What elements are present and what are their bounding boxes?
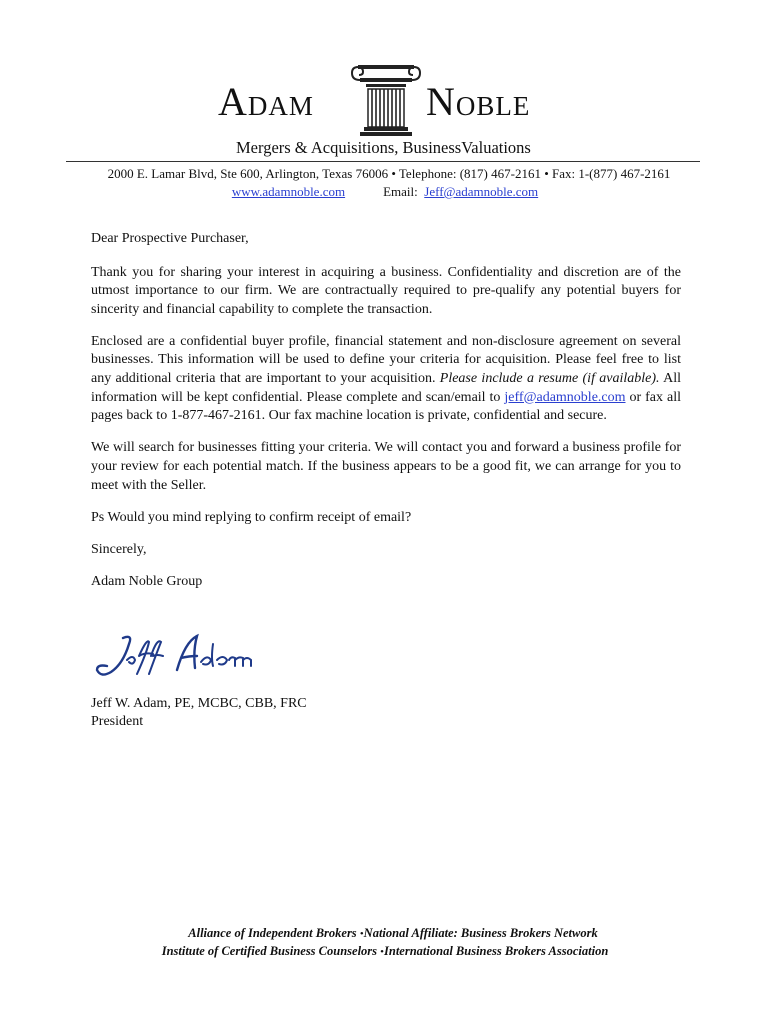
handwritten-signature <box>93 630 253 682</box>
bullet-icon: • <box>380 946 385 958</box>
closing: Sincerely, <box>91 541 147 557</box>
signer-block <box>91 695 307 731</box>
paragraph-intro: Thank you for sharing your interest in acquiring a business. Confidentiality and discretion are of the utmost importance to our firm. We are contractually required to pre-qualify any potential buyers for sincerity and financial capability to complete the transaction. <box>91 264 681 317</box>
company-name: Adam Noble Group <box>91 573 203 589</box>
salutation: Dear Prospective Purchaser, <box>91 231 249 246</box>
paragraph-enclosed: Enclosed are a confidential buyer profile, financial statement and non-disclosure agreement on several businesses. This information will be used to define your criteria for acquisition. Please feel free to list any additional criteria that are important to your acquisition. Please include a resume (if available). All information will be kept confidential. Please complete and scan/email to jeff@adamnoble.com or fax all pages back to 1-877-467-2161. Our fax machine location is private, confidential and secure. <box>91 333 682 424</box>
company-tagline: Mergers & Acquisitions, BusinessValuations <box>236 138 531 157</box>
contact-line <box>0 184 770 200</box>
signer-title: President <box>91 714 144 729</box>
header-divider <box>66 161 700 162</box>
email-link[interactable]: Jeff@adamnoble.com <box>424 184 539 199</box>
body-email-link[interactable]: jeff@adamnoble.com <box>504 389 626 405</box>
address-line: 2000 E. Lamar Blvd, Ste 600, Arlington, Texas 76006 • Telephone: (817) 467-2161 • Fax: 1-(877) 467-2161 <box>107 166 671 181</box>
bullet-icon: • <box>359 928 364 940</box>
paragraph-search: We will search for businesses fitting your criteria. We will contact you and forward a business profile for your review for each potential match. If the business appears to be a good fit, we can arrange for you to meet with the Seller. <box>91 440 681 493</box>
resume-request: Please include a resume (if available). <box>439 371 660 387</box>
postscript: Ps Would you mind replying to confirm receipt of email? <box>91 509 412 525</box>
logo-word-noble: NOBLE <box>426 79 531 124</box>
footer-affiliations-1: Alliance of Independent Brokers •National Affiliate: Business Brokers Network <box>188 926 598 940</box>
email-label: Email: <box>383 184 418 199</box>
footer-affiliations-2: Institute of Certified Business Counselors •International Business Brokers Association <box>161 944 609 958</box>
pillar-icon <box>346 64 426 136</box>
logo-word-adam: ADAM <box>218 79 314 124</box>
website-link[interactable]: www.adamnoble.com <box>231 184 346 199</box>
letter-body <box>91 230 681 605</box>
signer-name: Jeff W. Adam, PE, MCBC, CBB, FRC <box>91 696 307 711</box>
